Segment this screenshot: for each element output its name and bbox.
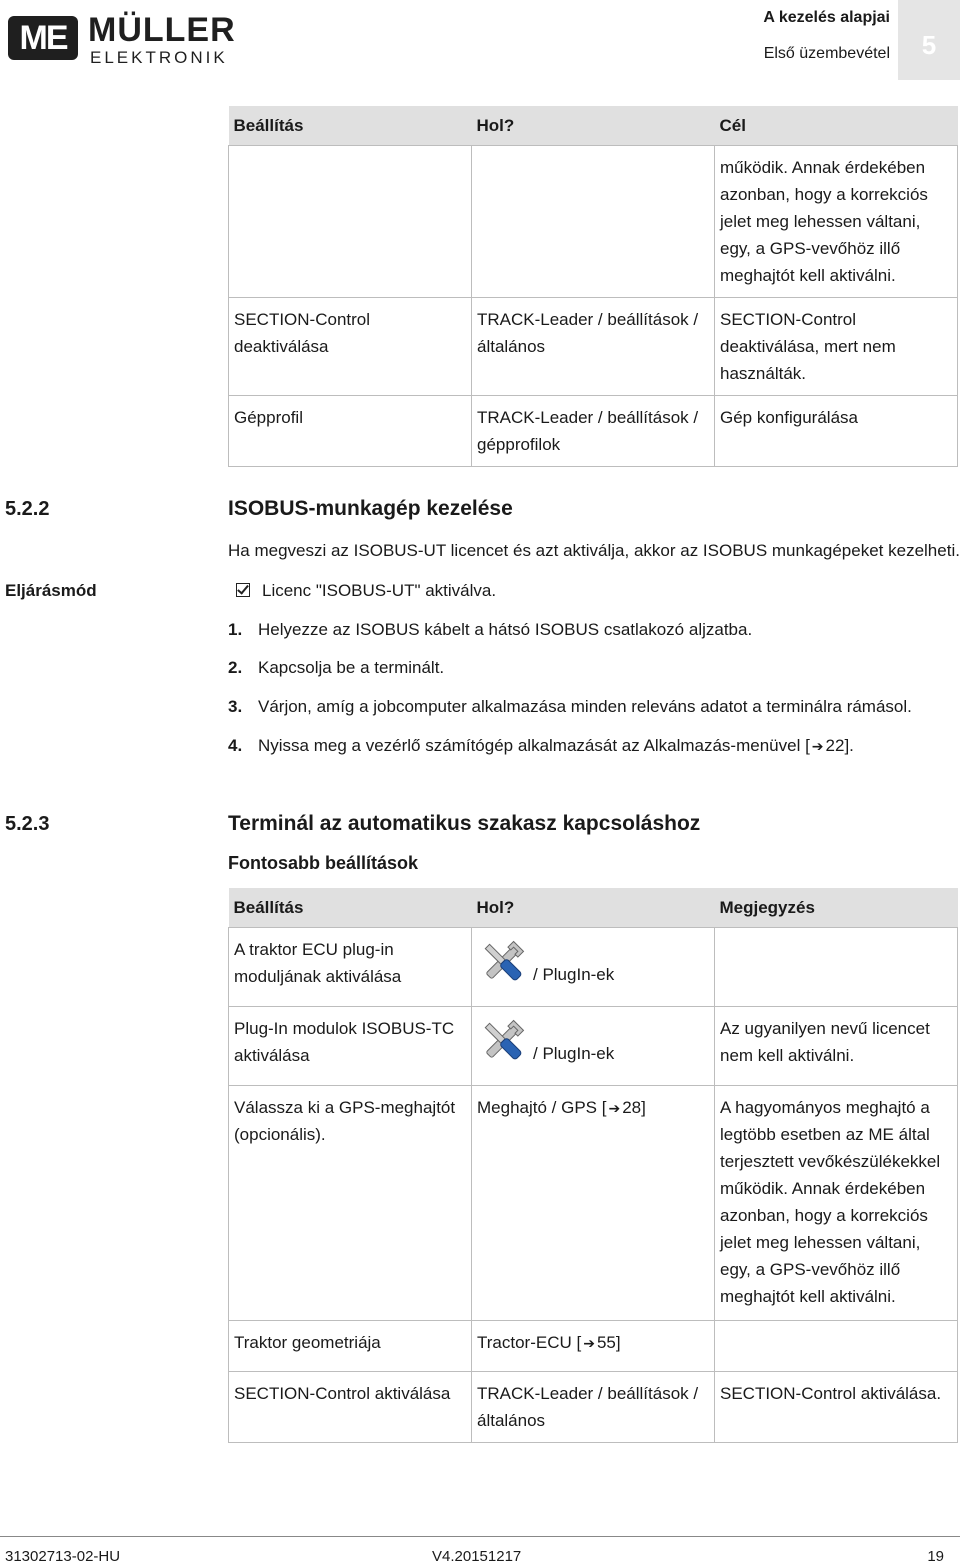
section-heading-523: Terminál az automatikus szakasz kapcsoláshoz [228,812,701,835]
section-number-522: 5.2.2 [5,498,50,520]
checkbox-checked-icon [236,583,250,597]
section-title: Első üzembevétel [763,45,890,62]
cross-reference-arrow-icon: ➔ [583,1335,595,1351]
step-number: 2. [228,658,243,677]
chapter-title: A kezelés alapjai [763,9,890,26]
table-cell: Traktor geometriája [229,1321,472,1372]
table-cell [472,1086,715,1321]
step-text: Kapcsolja be a terminált. [258,658,445,677]
document-number: 31302713-02-HU [5,1548,121,1565]
step-number: 3. [228,697,243,716]
table-cell: TRACK-Leader / beállítások / általános [472,298,715,396]
list-item [228,658,444,678]
list-item [228,697,912,717]
column-header-setting: Beállítás [229,106,472,146]
table-cell: Válassza ki a GPS-meghajtót (opcionális). [229,1086,472,1321]
table-cell: Plug-In modulok ISOBUS-TC aktiválása [229,1007,472,1086]
cross-reference-link[interactable]: 22 [825,736,845,755]
document-version: V4.20151217 [432,1548,522,1565]
table-cell: SECTION-Control deaktiválása, mert nem használták. [715,298,958,396]
table-cell: Gépprofil [229,396,472,467]
section-heading-522: ISOBUS-munkagép kezelése [228,497,513,520]
column-header-where: Hol? [472,106,715,146]
step-text: Helyezze az ISOBUS kábelt a hátsó ISOBUS csatlakozó aljzatba. [258,620,753,639]
table-cell: TRACK-Leader / beállítások / általános [472,1372,715,1443]
table-header-row [229,888,958,928]
procedure-label: Eljárásmód [5,581,97,600]
table-row [229,298,958,396]
settings-table-top [228,106,958,467]
table-header-row [229,106,958,146]
cross-reference-arrow-icon: ➔ [608,1100,621,1116]
table-cell: működik. Annak érdekében azonban, hogy a korrekciós jelet meg lehessen váltani, egy, a GPS-vevőhöz illő meghajtót kell aktiválni. [715,146,958,298]
chapter-number: 5 [898,0,960,80]
location-text: Meghajtó / GPS [ [477,1098,607,1117]
precondition-text: Licenc "ISOBUS-UT" aktiválva. [262,581,497,600]
wrench-screwdriver-icon [477,936,529,988]
logo-muller-text: MÜLLER [88,11,236,49]
table-row [229,1321,958,1372]
cross-reference-link[interactable]: 28 [622,1098,642,1117]
list-item [228,736,854,756]
table-row [229,1007,958,1086]
table-cell [715,928,958,1007]
table-cell [472,146,715,298]
table-cell: Az ugyanilyen nevű licencet nem kell aktiválni. [715,1007,958,1086]
settings-table-bottom [228,888,958,1443]
wrench-screwdriver-icon [477,1015,529,1067]
step-text: Nyissa meg a vezérlő számítógép alkalmazását az Alkalmazás-menüvel [ [258,736,810,755]
table-cell: SECTION-Control aktiválása. [715,1372,958,1443]
table-cell: A traktor ECU plug-in moduljának aktiválása [229,928,472,1007]
table-row [229,146,958,298]
table-cell [229,146,472,298]
running-header [763,6,890,64]
table-cell: SECTION-Control deaktiválása [229,298,472,396]
table-row [229,1086,958,1321]
column-header-setting: Beállítás [229,888,472,928]
table-cell [472,1321,715,1372]
location-text: Tractor-ECU [ [477,1333,582,1352]
list-item [228,620,752,640]
table-cell: TRACK-Leader / beállítások / gépprofilok [472,396,715,467]
location-text: / PlugIn-ek [533,965,615,984]
table-cell [472,928,715,1007]
table-cell [715,1321,958,1372]
step-text: Várjon, amíg a jobcomputer alkalmazása minden releváns adatot a terminálra rámásol. [258,697,912,716]
step-number: 1. [228,620,243,639]
footer-divider [0,1536,960,1537]
page-header [0,0,960,90]
table-row [229,1372,958,1443]
table-row [229,396,958,467]
logo-elektronik-text: ELEKTRONIK [90,48,228,67]
location-text-end: ] [641,1098,646,1117]
table-row [229,928,958,1007]
location-text: / PlugIn-ek [533,1044,615,1063]
table-cell: Gép konfigurálása [715,396,958,467]
table-cell: SECTION-Control aktiválása [229,1372,472,1443]
company-logo [8,11,236,70]
logo-me-mark: ME [8,16,78,60]
column-header-where: Hol? [472,888,715,928]
location-text-end: ] [615,1333,621,1352]
table-cell: A hagyományos meghajtó a legtöbb esetben az ME által terjesztett vevőkészülékekkel működik. Annak érdekében azonban, hogy a korrekciós jelet meg lehessen váltani, egy, a GPS-vevőhöz illő meghajtót kell aktiválni. [715,1086,958,1321]
column-header-goal: Cél [715,106,958,146]
section-number-523: 5.2.3 [5,813,50,835]
cross-reference-arrow-icon: ➔ [811,738,824,754]
step-text-end: ]. [844,736,854,755]
column-header-note: Megjegyzés [715,888,958,928]
section-intro: Ha megveszi az ISOBUS-UT licencet és azt aktiválja, akkor az ISOBUS munkagépeket kezelheti. [228,541,960,560]
cross-reference-link[interactable]: 55 [596,1333,616,1352]
subheading: Fontosabb beállítások [228,853,419,873]
precondition [228,581,496,601]
page-number: 19 [927,1548,944,1565]
step-number: 4. [228,736,243,755]
table-cell [472,1007,715,1086]
